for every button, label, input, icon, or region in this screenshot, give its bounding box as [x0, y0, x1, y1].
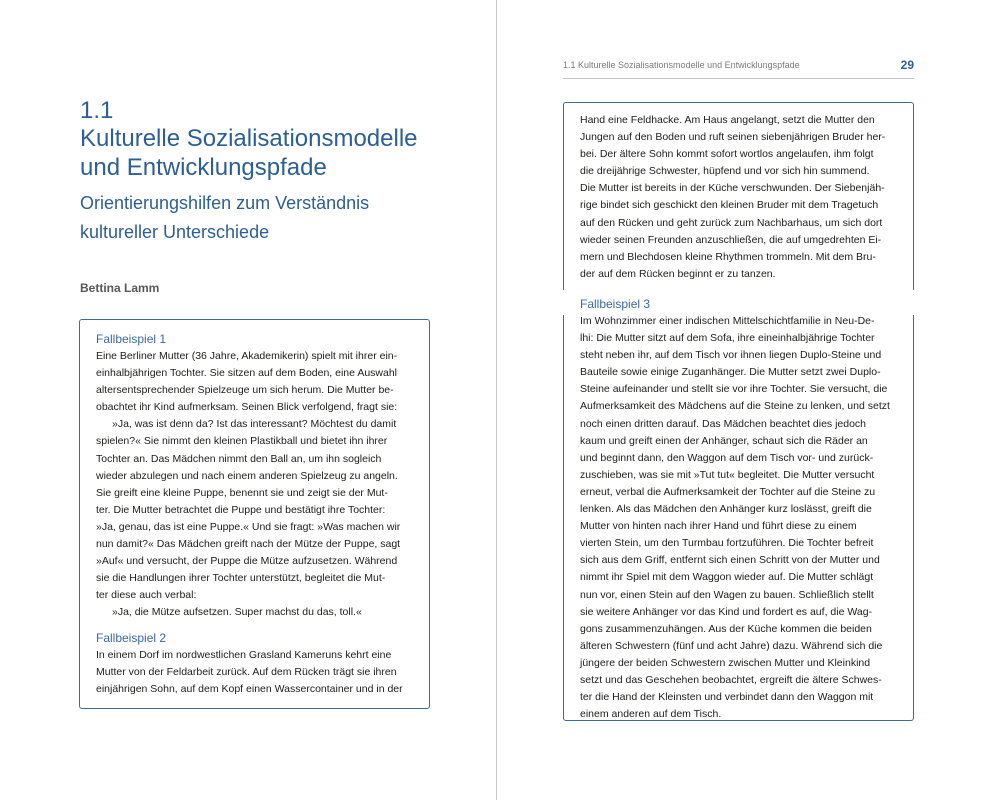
text-line: ter die Hand der Kleinsten und verbindet dann den Waggon mit [580, 691, 874, 704]
text-line: der auf dem Rücken beginnt er zu tanzen. [580, 267, 776, 280]
text-line: kaum und greift einen der Anhänger, schaut sich die Räder an [580, 434, 868, 447]
chapter-number: 1.1 [80, 97, 114, 124]
text-line: Tochter an. Das Mädchen nimmt den Ball an, um ihn sogleich [96, 452, 382, 465]
text-line: Hand eine Feldhacke. Am Haus angelangt, setzt die Mutter den [580, 114, 875, 126]
case-heading-1: Fallbeispiel 1 [96, 332, 167, 346]
text-line: obachtet ihr Kind aufmerksam. Seinen Blick verfolgend, fragt sie: [96, 401, 398, 414]
chapter-title-line: Kulturelle Sozialisationsmodelle [80, 125, 418, 152]
text-line: und beginnt dann, den Waggon auf dem Tisch vor- und zurück- [580, 451, 874, 464]
text-line: Bauteile sowie einige Zuganhänger. Die Mutter setzt zwei Duplo- [580, 366, 881, 379]
case-heading-3: Fallbeispiel 3 [580, 297, 651, 311]
case-text-2-continued [580, 112, 885, 283]
text-line: wieder seinen Freunden anzuschließen, die auf umgedrehten Ei- [580, 233, 882, 246]
text-line: einjährigen Sohn, auf dem Kopf einen Wassercontainer und in der [96, 683, 403, 696]
chapter-subtitle-line: kultureller Unterschiede [80, 222, 270, 242]
text-line: steht neben ihr, auf dem Tisch vor ihnen liegen Duplo-Steine und [580, 349, 882, 362]
case-text-1 [96, 348, 400, 622]
text-line: wieder abzulegen und nach einem anderen Spielzeug zu angeln. [96, 469, 398, 482]
text-line: mern und Blechdosen kleine Rhythmen trommeln. Mit dem Bru- [580, 250, 876, 263]
text-line: »Ja, was ist denn da? Ist das interessant? Möchtest du damit [112, 418, 397, 431]
text-line: Jungen auf den Boden und ruft seinen siebenjährigen Bruder her- [580, 131, 886, 144]
text-line: ter. Die Mutter betrachtet die Puppe und bestätigt ihre Tochter: [96, 503, 386, 516]
text-line: älteren Schwestern (fünf und acht Jahre) dazu. Während sich die [580, 639, 883, 652]
chapter-title [80, 124, 480, 182]
text-line: nun vor, einen Stein auf den Wagen zu bauen. Schließlich stellt [580, 588, 874, 601]
case-text-3 [580, 313, 890, 723]
text-line: Die Mutter ist bereits in der Küche verschwunden. Der Siebenjäh- [580, 182, 885, 195]
text-line: einhalbjährigen Tochter. Sie sitzen auf dem Boden, eine Auswahl [96, 367, 398, 380]
text-line: auf den Rücken und geht zurück zum Nachbarhaus, um sich dort [580, 216, 883, 229]
text-line: lenken. Als das Mädchen den Anhänger kurz loslässt, greift die [580, 503, 872, 516]
chapter-subtitle-line: Orientierungshilfen zum Verständnis [80, 193, 370, 213]
running-head: 1.1 Kulturelle Sozialisationsmodelle und Entwicklungspfade [563, 60, 800, 70]
chapter-subtitle [80, 189, 480, 247]
text-line: Sie greift eine kleine Puppe, benennt sie und zeigt sie der Mut- [96, 486, 388, 499]
text-line: Mutter von hinten nach ihrer Hand und führt diese zu einem [580, 520, 857, 533]
text-line: erneut, verbal die Aufmerksamkeit der Tochter auf die Steine zu [580, 485, 876, 498]
text-line: nun damit?« Das Mädchen greift nach der Mütze der Puppe, sagt [96, 538, 401, 551]
text-line: Eine Berliner Mutter (36 Jahre, Akademikerin) spielt mit ihrer ein- [96, 350, 398, 362]
text-line: zuschieben, was sie mit »Tut tut« begleitet. Die Mutter versucht [580, 468, 875, 481]
text-line: Mutter von der Feldarbeit zurück. Auf dem Rücken trägt sie ihren [96, 666, 397, 679]
text-line: nimmt ihr Spiel mit dem Waggon wieder auf. Die Mutter schlägt [580, 571, 874, 584]
text-line: lhi: Die Mutter sitzt auf dem Sofa, ihre eineinhalbjährige Tochter [580, 332, 875, 345]
page-spine [496, 0, 497, 800]
text-line: ter diese auch verbal: [96, 589, 197, 602]
text-line: noch einen dritten darauf. Das Mädchen beachtet dies jedoch [580, 417, 867, 430]
text-line: rige bindet sich geschickt den kleinen Bruder mit dem Tragetuch [580, 199, 879, 212]
text-line: sich aus dem Griff, entfernt sich einen Schritt von der Mutter und [580, 554, 880, 567]
text-line: »Auf« und versucht, der Puppe die Mütze aufzusetzen. Während [96, 555, 398, 568]
text-line: einem anderen auf dem Tisch. [580, 708, 722, 721]
text-line: bei. Der ältere Sohn kommt sofort wortlos angelaufen, ihm folgt [580, 148, 874, 161]
case-heading-2: Fallbeispiel 2 [96, 631, 167, 645]
text-line: sie die Handlungen ihrer Tochter unterstützt, begleitet die Mut- [96, 572, 386, 585]
text-line: altersentsprechender Spielzeuge um sich herum. Die Mutter be- [96, 384, 394, 397]
text-line: Steine aufeinander und stellt sie vor ihre Tochter. Sie versucht, die [580, 383, 888, 396]
text-line: »Ja, genau, das ist eine Puppe.« Und sie fragt: »Was machen wir [96, 520, 401, 533]
text-line: sie weitere Anhänger vor das Kind und fordert es auf, die Wag- [580, 605, 873, 618]
text-line: gons zusammenzuhängen. Aus der Küche kommen die beiden [580, 622, 872, 635]
text-line: »Ja, die Mütze aufsetzen. Super machst du das, toll.« [112, 606, 362, 619]
header-rule [563, 78, 914, 79]
text-line: jüngere der beiden Schwestern zwischen Mutter und Kleinkind [580, 656, 871, 669]
text-line: Im Wohnzimmer einer indischen Mittelschichtfamilie in Neu-De- [580, 315, 875, 327]
text-line: Aufmerksamkeit des Mädchens auf die Steine zu lenken, und setzt [580, 400, 890, 413]
text-line: In einem Dorf im nordwestlichen Grasland Kameruns kehrt eine [96, 649, 392, 661]
text-line: spielen?« Sie nimmt den kleinen Plastikball und bietet ihn ihrer [96, 435, 388, 448]
chapter-title-line: und Entwicklungspfade [80, 154, 327, 181]
text-line: vierten Stein, um den Turmbau fortzuführen. Die Tochter befreit [580, 537, 874, 550]
text-line: die dreijährige Schwester, hüpfend und vor sich hin summend. [580, 165, 870, 178]
case-text-2 [96, 647, 403, 698]
text-line: setzt und das Geschehen beobachtet, ergreift die ältere Schwes- [580, 673, 882, 686]
author-name: Bettina Lamm [80, 281, 160, 295]
page-number: 29 [900, 58, 914, 72]
